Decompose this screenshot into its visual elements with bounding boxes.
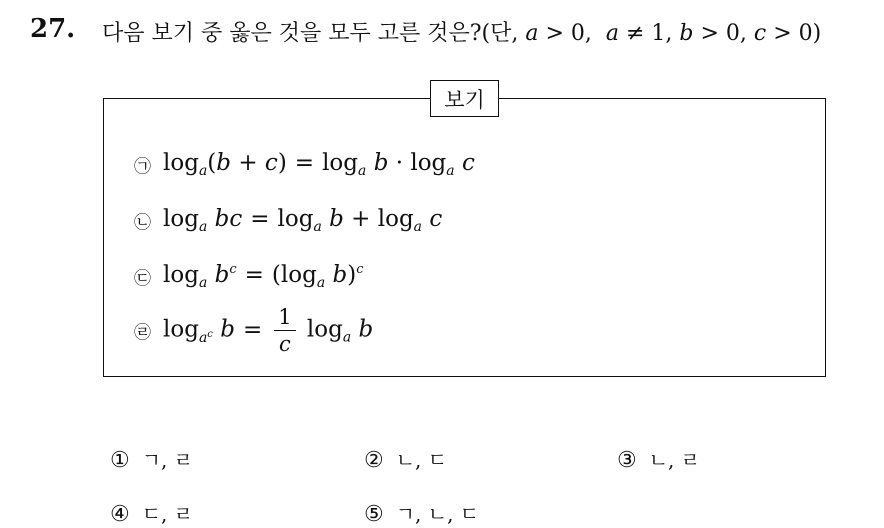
- option-3-text: ㄴ, ㄹ: [648, 448, 701, 472]
- example-box-label: 보기: [430, 80, 499, 117]
- question-prompt: 다음 보기 중 옳은 것을 모두 고른 것은?: [102, 21, 482, 46]
- question-text: [102, 16, 821, 47]
- option-2-text: ㄴ, ㄷ: [395, 448, 448, 472]
- question-condition: (단, a > 0, a ≠ 1, b > 0, c > 0): [481, 21, 822, 46]
- statement-4-formula: $\log_{a^c} b$ = $\frac{1}{c}$ $\log_a b$: [163, 305, 374, 356]
- statement-3-formula: $\log_a b^c = (\log_a$ b)$^c$: [163, 262, 364, 291]
- statement-mark-4: ㉣: [134, 323, 151, 343]
- option-5-number: ⑤: [364, 502, 384, 527]
- option-5[interactable]: [364, 498, 479, 527]
- option-4[interactable]: [110, 498, 193, 527]
- option-1[interactable]: [110, 444, 193, 473]
- option-2[interactable]: [364, 444, 447, 473]
- statement-3: [134, 262, 363, 291]
- option-2-number: ②: [364, 448, 384, 473]
- statement-mark-2: ㉡: [134, 213, 151, 233]
- statement-2: [134, 206, 442, 235]
- statement-mark-1: ㉠: [134, 157, 151, 177]
- statement-mark-3: ㉢: [134, 269, 151, 289]
- fraction: $\frac{1}{c}$: [274, 304, 295, 357]
- statement-2-formula: $\log_a$ bc = $\log_a b + \log_a c$: [163, 206, 443, 235]
- option-3-number: ③: [617, 448, 637, 473]
- option-1-number: ①: [110, 448, 130, 473]
- option-4-number: ④: [110, 502, 130, 527]
- option-4-text: ㄷ, ㄹ: [141, 502, 194, 526]
- statement-1-formula: $\log_a(b + c) = \log_a b \cdot \log_a c$: [163, 150, 475, 179]
- option-3[interactable]: [617, 444, 700, 473]
- option-5-text: ㄱ, ㄴ, ㄷ: [395, 502, 480, 526]
- statement-1: [134, 150, 475, 179]
- question-number: 27.: [30, 14, 76, 44]
- statement-4: [134, 304, 373, 357]
- option-1-text: ㄱ, ㄹ: [141, 448, 194, 472]
